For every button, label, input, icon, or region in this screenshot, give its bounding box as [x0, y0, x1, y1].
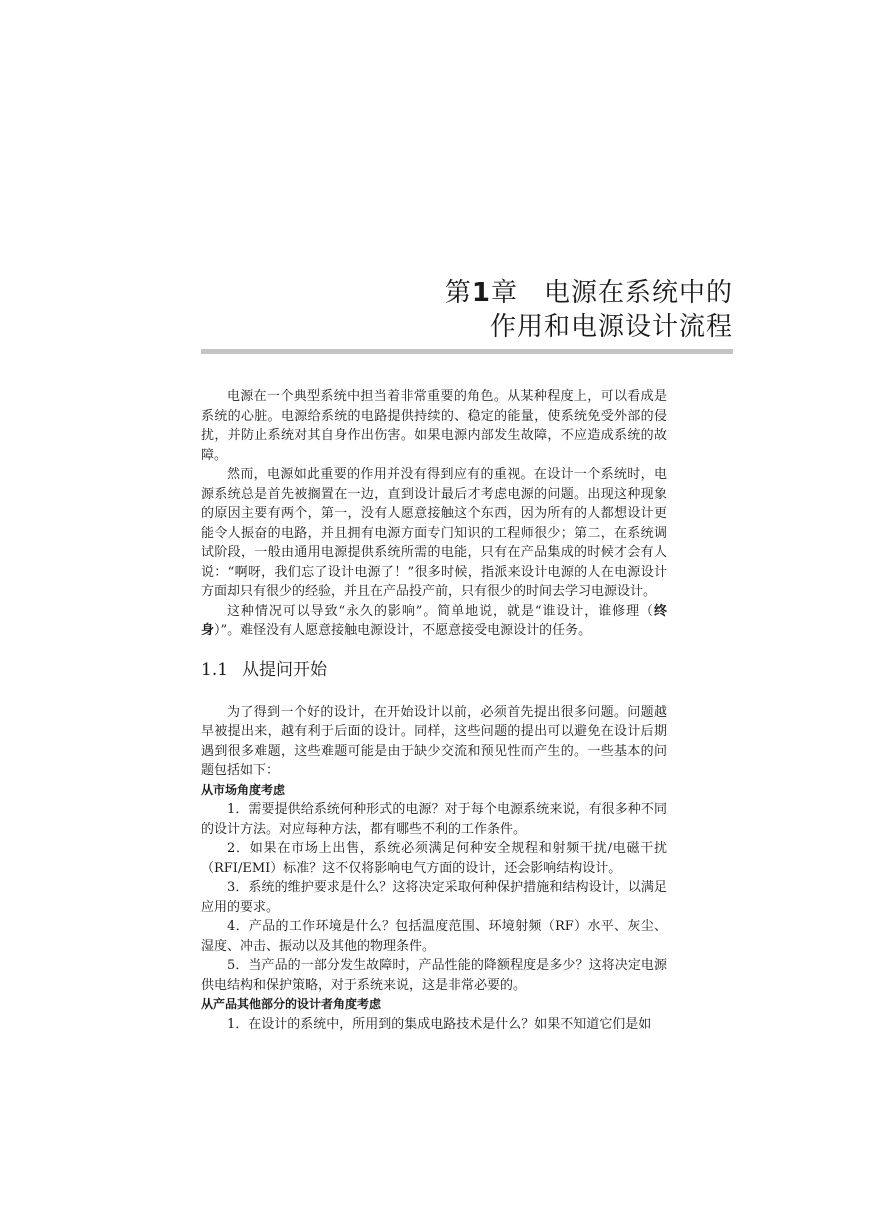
chapter-title-line-2: 作用和电源设计流程: [489, 312, 733, 342]
market-item-4: 4．产品的工作环境是什么？包括温度范围、环境射频（RF）水平、灰尘、湿度、冲击、振动以及其他的物理条件。: [201, 919, 667, 954]
chapter-heading: [200, 276, 733, 344]
market-item-1: 1．需要提供给系统何种形式的电源？对于每个电源系统来说，有很多种不同的设计方法。对应每种方法，都有哪些不利的工作条件。: [201, 802, 667, 837]
chapter-number: 1: [471, 278, 491, 308]
intro-paragraph-1: 电源在一个典型系统中担当着非常重要的角色。从某种程度上，可以看成是系统的心脏。电源给系统的电路提供持续的、稳定的能量，使系统免受外部的侵扰，并防止系统对其自身作出伤害。如果电源内部发生故障，不应造成系统的故障。: [201, 389, 667, 463]
market-item-5: 5．当产品的一部分发生故障时，产品性能的降额程度是多少？这将决定电源供电结构和保护策略，对于系统来说，这是非常必要的。: [201, 958, 667, 993]
chapter-title-line-1: 电源在系统中的: [543, 278, 733, 308]
designers-item-1: 1．在设计的系统中，所用到的集成电路技术是什么？如果不知道它们是如: [227, 1016, 652, 1032]
chapter-heading-line-1: [200, 276, 733, 310]
designers-heading: 从产品其他部分的设计者角度考虑: [201, 997, 382, 1011]
section-heading: [201, 659, 667, 681]
chapter-label-suffix: 章: [490, 278, 518, 308]
intro-bold-1: 终: [653, 603, 667, 619]
intro-paragraph-2: 然而，电源如此重要的作用并没有得到应有的重视。在设计一个系统时，电源系统总是首先被搁置在一边，直到设计最后才考虑电源的问题。出现这种现象的原因主要有两个，第一，没有人愿意接触这个东西，因为所有的人都想设计更能令人振奋的电路，并且拥有电源方面专门知识的工程师很少；第二，在系统调试阶段，一般由通用电源提供系统所需的电能，只有在产品集成的时候才会有人说：“啊呀，我们忘了设计电源了！”很多时候，指派来设计电源的人在电源设计方面却只有很少的经验，并且在产品投产前，只有很少的时间去学习电源设计。: [201, 467, 667, 599]
intro-bold-2: 身: [201, 623, 215, 638]
section-intro-paragraph: 为了得到一个好的设计，在开始设计以前，必须首先提出很多问题。问题越早被提出来，越有利于后面的设计。同样，这些问题的提出可以避免在设计后期遇到很多难题，这些难题可能是由于缺少交流和预见性而产生的。一些基本的问题包括如下：: [201, 704, 667, 778]
section-number: 1.1: [201, 659, 229, 680]
body-text: [201, 387, 667, 1034]
chapter-label: [445, 278, 518, 308]
chapter-divider: [201, 349, 733, 354]
intro-paragraph-3-end: ）”。难怪没有人愿意接触电源设计，不愿意接受电源设计的任务。: [214, 623, 592, 638]
market-item-2: 2．如果在市场上出售，系统必须满足何种安全规程和射频干扰/电磁干扰（RFI/EMI）标准？这不仅将影响电气方面的设计，还会影响结构设计。: [201, 841, 667, 876]
section-title: 从提问开始: [242, 659, 328, 680]
intro-paragraph-3: [201, 602, 667, 641]
intro-paragraph-3-start: 这种情况可以导致“永久的影响”。简单地说，就是“谁设计，谁修理（: [227, 603, 654, 619]
market-item-3: 3．系统的维护要求是什么？这将决定采取何种保护措施和结构设计，以满足应用的要求。: [201, 880, 667, 915]
chapter-label-prefix: 第: [444, 278, 472, 308]
market-heading: 从市场角度考虑: [201, 782, 286, 797]
